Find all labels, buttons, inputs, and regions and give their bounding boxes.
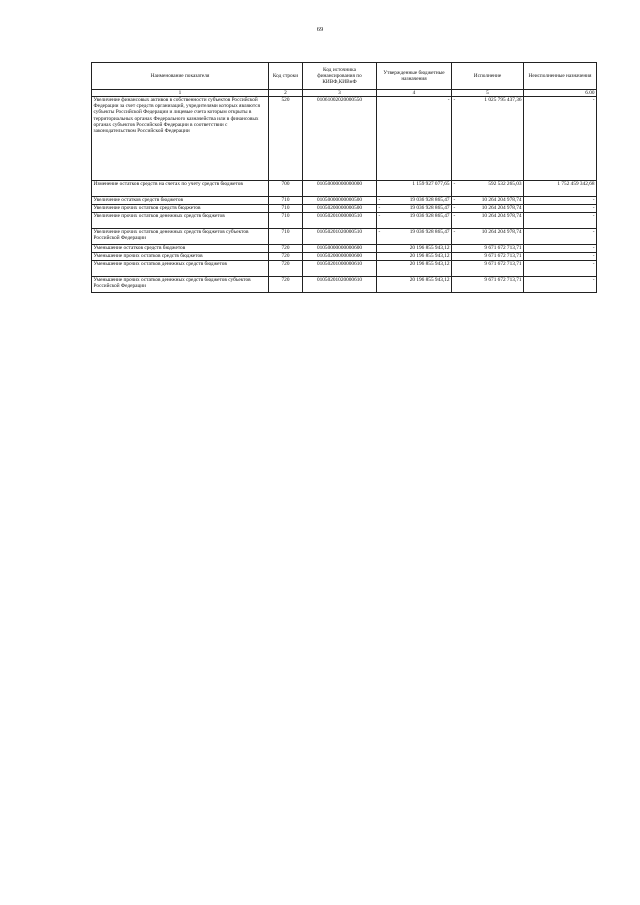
cell-approved-value: - [447,97,450,103]
header-indicator-name: Наименование показателя [92,63,269,90]
cell-source-code: 01050201000000610 [303,261,377,277]
cell-indicator-name: Уменьшение прочих остатков денежных средств бюджетов [92,261,269,277]
cell-unexecuted: - [524,261,597,277]
cell-executed-prefix: - [453,181,456,187]
cell-indicator-name: Увеличение прочих остатков денежных средств бюджетов субъектов Российской Федерации [92,229,269,245]
cell-source-code: 01050201020000610 [303,277,377,293]
header-row [92,63,597,90]
cell-executed-value: 10 264 204 978,74 [481,197,522,203]
cell-line-code: 720 [269,261,303,277]
cell-unexecuted: - [524,229,597,245]
column-index: 4 [377,90,452,97]
cell-executed [452,245,524,253]
cell-approved [377,261,452,277]
cell-source-code: 01050000000000600 [303,245,377,253]
column-index: 6.00 [524,90,597,97]
table-row [92,261,597,277]
cell-source-code: 01050000000000000 [303,181,377,197]
cell-approved-value: 19 036 928 865,47 [409,213,450,219]
cell-executed-prefix: - [453,97,456,103]
cell-executed [452,205,524,213]
cell-approved-value: 1 159 927 077,65 [412,181,450,187]
cell-executed-value: 10 264 204 978,74 [481,213,522,219]
header-unexecuted: Неисполненные назначения [524,63,597,90]
cell-executed-value: 10 264 204 978,74 [481,205,522,211]
cell-unexecuted: - [524,197,597,205]
page-number: 69 [316,26,324,33]
cell-executed [452,97,524,181]
column-index: 5 [452,90,524,97]
cell-line-code: 710 [269,213,303,229]
header-source-code: Код источника финансирования по КИВФ,КИВнФ [303,63,377,90]
cell-approved-prefix: - [378,205,381,211]
cell-executed-value: 10 264 204 978,74 [481,229,522,235]
table-row [92,253,597,261]
cell-executed-value: 592 532 265,03 [488,181,522,187]
cell-approved-value: 20 196 855 943,12 [409,277,450,283]
cell-approved [377,277,452,293]
column-index: 2 [269,90,303,97]
cell-executed-prefix: - [453,213,456,219]
cell-indicator-name: Уменьшение прочих остатков средств бюджетов [92,253,269,261]
table-row [92,245,597,253]
column-index: 1 [92,90,269,97]
cell-line-code: 710 [269,229,303,245]
cell-executed [452,213,524,229]
cell-unexecuted: - [524,205,597,213]
cell-approved-value: 19 036 928 865,47 [409,197,450,203]
table-row [92,213,597,229]
table-row [92,229,597,245]
cell-executed-value: 9 671 672 713,71 [484,261,522,267]
cell-source-code: 01050200000000600 [303,253,377,261]
cell-indicator-name: Уменьшение остатков средств бюджетов [92,245,269,253]
cell-approved-value: 19 036 928 865,47 [409,229,450,235]
cell-approved-value: 19 036 928 865,47 [409,205,450,211]
cell-approved [377,229,452,245]
cell-unexecuted: - [524,97,597,181]
cell-approved-value: 20 196 855 943,12 [409,253,450,259]
table-row [92,277,597,293]
cell-indicator-name: Уменьшение прочих остатков денежных средств бюджетов субъектов Российской Федерации [92,277,269,293]
cell-source-code: 01050201000000510 [303,213,377,229]
cell-unexecuted: 1 752 459 342,68 [524,181,597,197]
cell-indicator-name: Увеличение остатков средств бюджетов [92,197,269,205]
cell-approved [377,253,452,261]
cell-approved-value: 20 196 855 943,12 [409,261,450,267]
cell-unexecuted: - [524,253,597,261]
cell-source-code: 01050201020000510 [303,229,377,245]
cell-executed [452,253,524,261]
column-index-row [92,90,597,97]
cell-indicator-name: Увеличение прочих остатков денежных средств бюджетов [92,213,269,229]
cell-executed-prefix: - [453,205,456,211]
cell-approved [377,205,452,213]
cell-line-code: 720 [269,253,303,261]
cell-approved [377,181,452,197]
cell-source-code: 01050200000000500 [303,205,377,213]
cell-approved [377,97,452,181]
cell-line-code: 720 [269,277,303,293]
cell-approved-value: 20 196 855 943,12 [409,245,450,251]
cell-approved-prefix: - [378,197,381,203]
cell-indicator-name: Увеличение финансовых активов в собственности субъектов Российской Федерации за счет средств организаций, учредителями которых являются субъекты Российской Федерации и лицевые счета которым открыты в территориальных органах Федерального казначейства или в финансовых органах субъектов Российской Федерации в соответствии с законодательством Российской Федерации [92,97,269,181]
cell-source-code: 01050000000000500 [303,197,377,205]
cell-executed-value: 9 671 672 713,71 [484,245,522,251]
cell-source-code: 01061002020000550 [303,97,377,181]
cell-approved [377,213,452,229]
cell-line-code: 720 [269,245,303,253]
cell-executed [452,229,524,245]
cell-executed [452,197,524,205]
header-executed: Исполнение [452,63,524,90]
table-row [92,197,597,205]
cell-executed-value: 9 671 672 713,71 [484,253,522,259]
cell-line-code: 710 [269,197,303,205]
cell-approved [377,245,452,253]
cell-executed [452,261,524,277]
table-body [92,97,597,293]
cell-executed-prefix: - [453,197,456,203]
cell-unexecuted: - [524,245,597,253]
cell-executed-value: 1 025 795 437,36 [484,97,522,103]
cell-executed [452,277,524,293]
table-row [92,181,597,197]
cell-line-code: 520 [269,97,303,181]
sources-financing-table [91,62,597,293]
cell-executed-prefix: - [453,229,456,235]
cell-executed-value: 9 671 672 713,71 [484,277,522,283]
cell-line-code: 700 [269,181,303,197]
cell-approved-prefix: - [378,229,381,235]
cell-line-code: 710 [269,205,303,213]
header-approved: Утвержденные бюджетные назначения [377,63,452,90]
cell-indicator-name: Изменение остатков средств на счетах по учету средств бюджетов [92,181,269,197]
cell-indicator-name: Увеличение прочих остатков средств бюджетов [92,205,269,213]
cell-approved-prefix: - [378,213,381,219]
table-row [92,205,597,213]
table-row [92,97,597,181]
cell-unexecuted: - [524,277,597,293]
cell-executed [452,181,524,197]
header-line-code: Код строки [269,63,303,90]
column-index: 3 [303,90,377,97]
cell-unexecuted: - [524,213,597,229]
cell-approved [377,197,452,205]
